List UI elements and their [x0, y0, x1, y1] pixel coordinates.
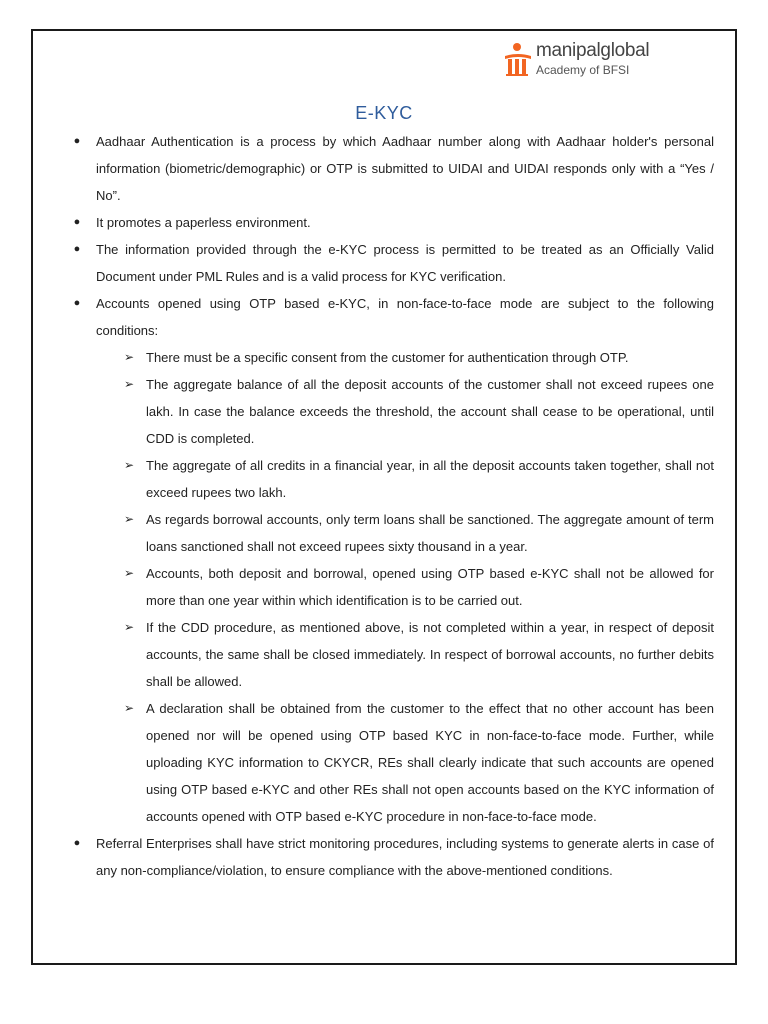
conditions-list: [96, 344, 714, 830]
condition-text: The aggregate balance of all the deposit accounts of the customer shall not exceed rupees one lakh. In case the balance exceeds the threshold, the account shall cease to be operational, until CDD is completed.: [146, 377, 714, 446]
bullet-text: Referral Enterprises shall have strict monitoring procedures, including systems to generate alerts in case of any non-compliance/violation, to ensure compliance with the above-mentioned conditions.: [96, 836, 714, 878]
bullet-dot-icon: ●: [73, 216, 81, 228]
arrow-bullet-icon: ➢: [124, 512, 135, 526]
condition-text: Accounts, both deposit and borrowal, opened using OTP based e-KYC shall not be allowed for more than one year within which identification is to be carried out.: [146, 566, 714, 608]
bullet-dot-icon: ●: [73, 135, 81, 147]
logo-subtitle: Academy of BFSI: [536, 63, 630, 77]
condition-item: [96, 560, 714, 614]
condition-text: If the CDD procedure, as mentioned above, is not completed within a year, in respect of deposit accounts, the same shall be closed immediately. In respect of borrowal accounts, no further debits shall be allowed.: [146, 620, 714, 689]
arrow-bullet-icon: ➢: [124, 620, 135, 634]
arrow-bullet-icon: ➢: [124, 701, 135, 715]
condition-item: [96, 614, 714, 695]
bullet-text: The information provided through the e-KYC process is permitted to be treated as an Officially Valid Document under PML Rules and is a valid process for KYC verification.: [96, 242, 714, 284]
bullet-item: [72, 236, 714, 290]
bullet-item: [72, 128, 714, 209]
bullet-item: [72, 209, 714, 236]
arrow-bullet-icon: ➢: [124, 350, 135, 364]
condition-text: As regards borrowal accounts, only term loans shall be sanctioned. The aggregate amount of term loans sanctioned shall not exceed rupees sixty thousand in a year.: [146, 512, 714, 554]
arrow-bullet-icon: ➢: [124, 377, 135, 391]
arrow-bullet-icon: ➢: [124, 458, 135, 472]
condition-item: [96, 344, 714, 371]
condition-text: There must be a specific consent from the customer for authentication through OTP.: [146, 350, 629, 365]
bullet-text: Aadhaar Authentication is a process by which Aadhaar number along with Aadhaar holder's personal information (biometric/demographic) or OTP is submitted to UIDAI and UIDAI responds only with a “Yes / No”.: [96, 134, 714, 203]
logo-brand-text: manipalglobal: [536, 40, 650, 61]
condition-item: [96, 452, 714, 506]
condition-item: [96, 695, 714, 830]
bullet-list: [72, 128, 714, 884]
arrow-bullet-icon: ➢: [124, 566, 135, 580]
bullet-text: Accounts opened using OTP based e-KYC, in non-face-to-face mode are subject to the following conditions:: [96, 296, 714, 338]
condition-text: A declaration shall be obtained from the customer to the effect that no other account has been opened nor will be opened using OTP based KYC in non-face-to-face mode. Further, while uploading KYC information to CKYCR, REs shall clearly indicate that such accounts are opened using OTP based e-KYC and other REs shall not open accounts based on the KYC information of accounts opened with OTP based e-KYC procedure in non-face-to-face mode.: [146, 701, 714, 824]
bullet-dot-icon: ●: [73, 837, 81, 849]
condition-item: [96, 506, 714, 560]
page-title: E-KYC: [355, 103, 413, 123]
manipal-figure-icon: [503, 42, 533, 78]
bullet-dot-icon: ●: [73, 297, 81, 309]
manipalglobal-logo: [503, 38, 653, 84]
bullet-dot-icon: ●: [73, 243, 81, 255]
bullet-text: It promotes a paperless environment.: [96, 215, 311, 230]
condition-item: [96, 371, 714, 452]
bullet-item: [72, 290, 714, 830]
bullet-item: [72, 830, 714, 884]
document-body: [72, 128, 714, 884]
condition-text: The aggregate of all credits in a financial year, in all the deposit accounts taken together, shall not exceed rupees two lakh.: [146, 458, 714, 500]
